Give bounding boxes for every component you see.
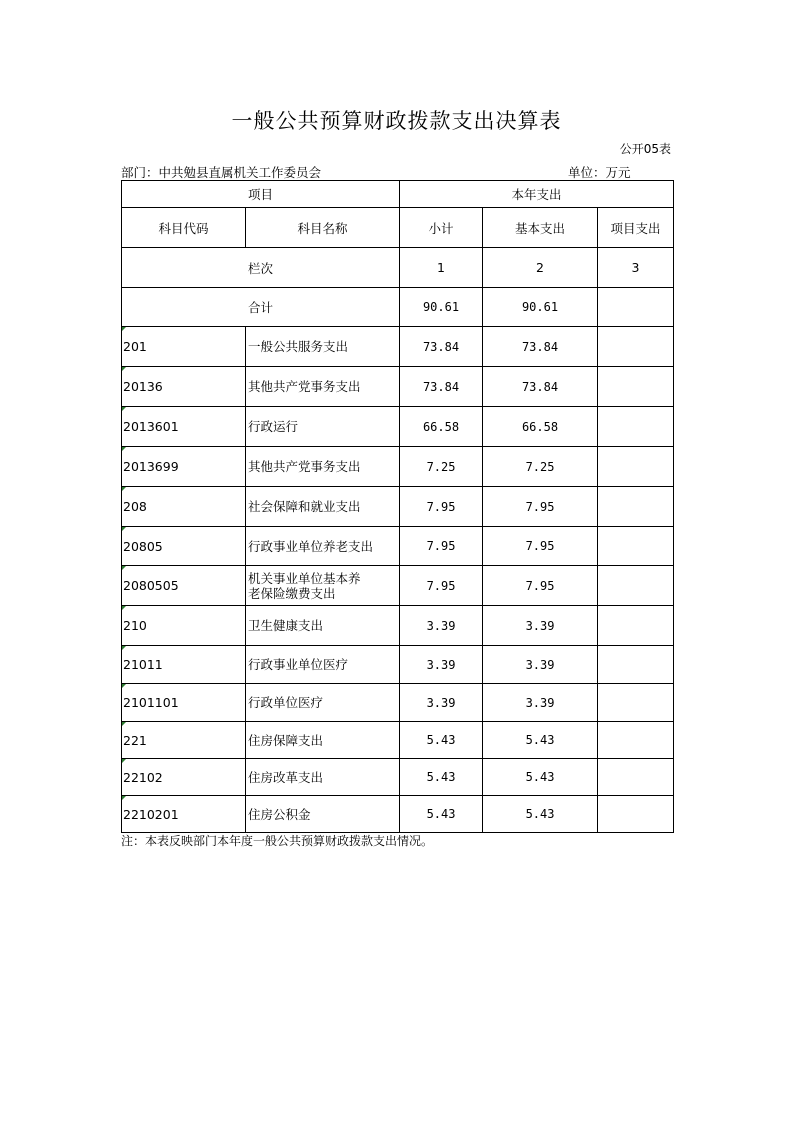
cell-marker-icon xyxy=(122,487,126,491)
table-row xyxy=(122,407,674,447)
total-label: 合计 xyxy=(122,288,400,327)
basic-expense-value: 3.39 xyxy=(483,684,598,722)
subtotal-value: 7.95 xyxy=(400,487,483,527)
subject-code-cell xyxy=(122,407,246,447)
subtotal-value: 3.39 xyxy=(400,684,483,722)
cell-marker-icon xyxy=(122,327,126,331)
subject-name: 其他共产党事务支出 xyxy=(246,447,400,487)
subject-code: 20136 xyxy=(123,379,163,394)
subject-code: 21011 xyxy=(123,657,163,672)
basic-expense-value: 73.84 xyxy=(483,367,598,407)
column-index-2: 2 xyxy=(483,248,598,288)
table-row xyxy=(122,722,674,759)
subject-name: 行政运行 xyxy=(246,407,400,447)
project-expense-value xyxy=(598,566,674,606)
table-row xyxy=(122,367,674,407)
table-row xyxy=(122,447,674,487)
column-index-row xyxy=(122,248,674,288)
subject-code-cell xyxy=(122,327,246,367)
subject-code-cell xyxy=(122,606,246,646)
total-subtotal: 90.61 xyxy=(400,288,483,327)
cell-marker-icon xyxy=(122,566,126,570)
subtotal-value: 3.39 xyxy=(400,646,483,684)
project-expense-value xyxy=(598,722,674,759)
cell-marker-icon xyxy=(122,646,126,650)
cell-marker-icon xyxy=(122,759,126,763)
cell-marker-icon xyxy=(122,606,126,610)
basic-expense-value: 73.84 xyxy=(483,327,598,367)
column-index-label: 栏次 xyxy=(122,248,400,288)
table-row xyxy=(122,327,674,367)
table-row xyxy=(122,646,674,684)
subtotal-value: 5.43 xyxy=(400,722,483,759)
header-subject-code: 科目代码 xyxy=(122,208,246,248)
subtotal-value: 73.84 xyxy=(400,327,483,367)
subject-name: 住房公积金 xyxy=(246,796,400,833)
table-row xyxy=(122,606,674,646)
project-expense-value xyxy=(598,447,674,487)
subtotal-value: 7.95 xyxy=(400,527,483,566)
basic-expense-value: 5.43 xyxy=(483,759,598,796)
cell-marker-icon xyxy=(122,447,126,451)
subtotal-value: 7.95 xyxy=(400,566,483,606)
subject-code: 20805 xyxy=(123,538,163,554)
subject-name: 卫生健康支出 xyxy=(246,606,400,646)
subject-code-cell xyxy=(122,684,246,722)
header-subject-name: 科目名称 xyxy=(246,208,400,248)
header-row-2 xyxy=(122,208,674,248)
header-project: 项目 xyxy=(122,181,400,208)
project-expense-value xyxy=(598,759,674,796)
project-expense-value xyxy=(598,487,674,527)
subject-name: 住房改革支出 xyxy=(246,759,400,796)
project-expense-value xyxy=(598,527,674,566)
subject-code: 2013601 xyxy=(123,419,179,434)
subject-name: 一般公共服务支出 xyxy=(246,327,400,367)
subject-code-cell xyxy=(122,759,246,796)
subject-name: 社会保障和就业支出 xyxy=(246,487,400,527)
header-current-year-expense: 本年支出 xyxy=(400,181,674,208)
subject-code: 210 xyxy=(123,618,147,633)
basic-expense-value: 7.25 xyxy=(483,447,598,487)
subject-name: 其他共产党事务支出 xyxy=(246,367,400,407)
subject-code: 2101101 xyxy=(123,695,179,710)
basic-expense-value: 3.39 xyxy=(483,646,598,684)
column-index-1: 1 xyxy=(400,248,483,288)
table-row xyxy=(122,487,674,527)
subject-code-cell xyxy=(122,566,246,606)
subject-code-cell xyxy=(122,367,246,407)
table-row xyxy=(122,566,674,606)
basic-expense-value: 5.43 xyxy=(483,796,598,833)
subject-code-cell xyxy=(122,722,246,759)
total-row xyxy=(122,288,674,327)
subtotal-value: 73.84 xyxy=(400,367,483,407)
form-number: 公开05表 xyxy=(619,142,671,156)
column-index-3: 3 xyxy=(598,248,674,288)
basic-expense-value: 66.58 xyxy=(483,407,598,447)
project-expense-value xyxy=(598,407,674,447)
subject-code: 2080505 xyxy=(123,578,179,593)
project-expense-value xyxy=(598,327,674,367)
cell-marker-icon xyxy=(122,527,126,531)
subject-code-cell xyxy=(122,527,246,566)
header-basic-expense: 基本支出 xyxy=(483,208,598,248)
table-row xyxy=(122,527,674,566)
basic-expense-value: 7.95 xyxy=(483,566,598,606)
unit-label: 单位：万元 xyxy=(568,165,631,180)
subtotal-value: 66.58 xyxy=(400,407,483,447)
table-row xyxy=(122,759,674,796)
basic-expense-value: 5.43 xyxy=(483,722,598,759)
subject-code-cell xyxy=(122,487,246,527)
total-project xyxy=(598,288,674,327)
subject-code: 22102 xyxy=(123,769,163,785)
header-project-expense: 项目支出 xyxy=(598,208,674,248)
subject-code: 221 xyxy=(123,732,147,748)
basic-expense-value: 7.95 xyxy=(483,487,598,527)
subject-name: 行政事业单位养老支出 xyxy=(246,527,400,566)
subject-code: 201 xyxy=(123,339,147,354)
basic-expense-value: 7.95 xyxy=(483,527,598,566)
cell-marker-icon xyxy=(122,407,126,411)
project-expense-value xyxy=(598,606,674,646)
department-label: 部门：中共勉县直属机关工作委员会 xyxy=(121,165,322,180)
subject-code-cell xyxy=(122,796,246,833)
expense-table xyxy=(121,180,674,833)
project-expense-value xyxy=(598,796,674,833)
table-row xyxy=(122,796,674,833)
subject-code: 208 xyxy=(123,499,147,514)
basic-expense-value: 3.39 xyxy=(483,606,598,646)
subject-name: 行政事业单位医疗 xyxy=(246,646,400,684)
subject-code-cell xyxy=(122,447,246,487)
subtotal-value: 5.43 xyxy=(400,759,483,796)
header-row-1 xyxy=(122,181,674,208)
cell-marker-icon xyxy=(122,796,126,800)
project-expense-value xyxy=(598,684,674,722)
subtotal-value: 7.25 xyxy=(400,447,483,487)
subtotal-value: 3.39 xyxy=(400,606,483,646)
cell-marker-icon xyxy=(122,367,126,371)
subtotal-value: 5.43 xyxy=(400,796,483,833)
cell-marker-icon xyxy=(122,722,126,726)
header-subtotal: 小计 xyxy=(400,208,483,248)
subject-name: 住房保障支出 xyxy=(246,722,400,759)
subject-code: 2210201 xyxy=(123,806,179,822)
subject-name: 行政单位医疗 xyxy=(246,684,400,722)
subject-code-cell xyxy=(122,646,246,684)
subject-name: 机关事业单位基本养老保险缴费支出 xyxy=(246,566,400,606)
table-row xyxy=(122,684,674,722)
project-expense-value xyxy=(598,367,674,407)
project-expense-value xyxy=(598,646,674,684)
footnote: 注：本表反映部门本年度一般公共预算财政拨款支出情况。 xyxy=(121,834,434,848)
page-title: 一般公共预算财政拨款支出决算表 xyxy=(231,109,562,133)
total-basic: 90.61 xyxy=(483,288,598,327)
cell-marker-icon xyxy=(122,684,126,688)
subject-code: 2013699 xyxy=(123,459,179,474)
